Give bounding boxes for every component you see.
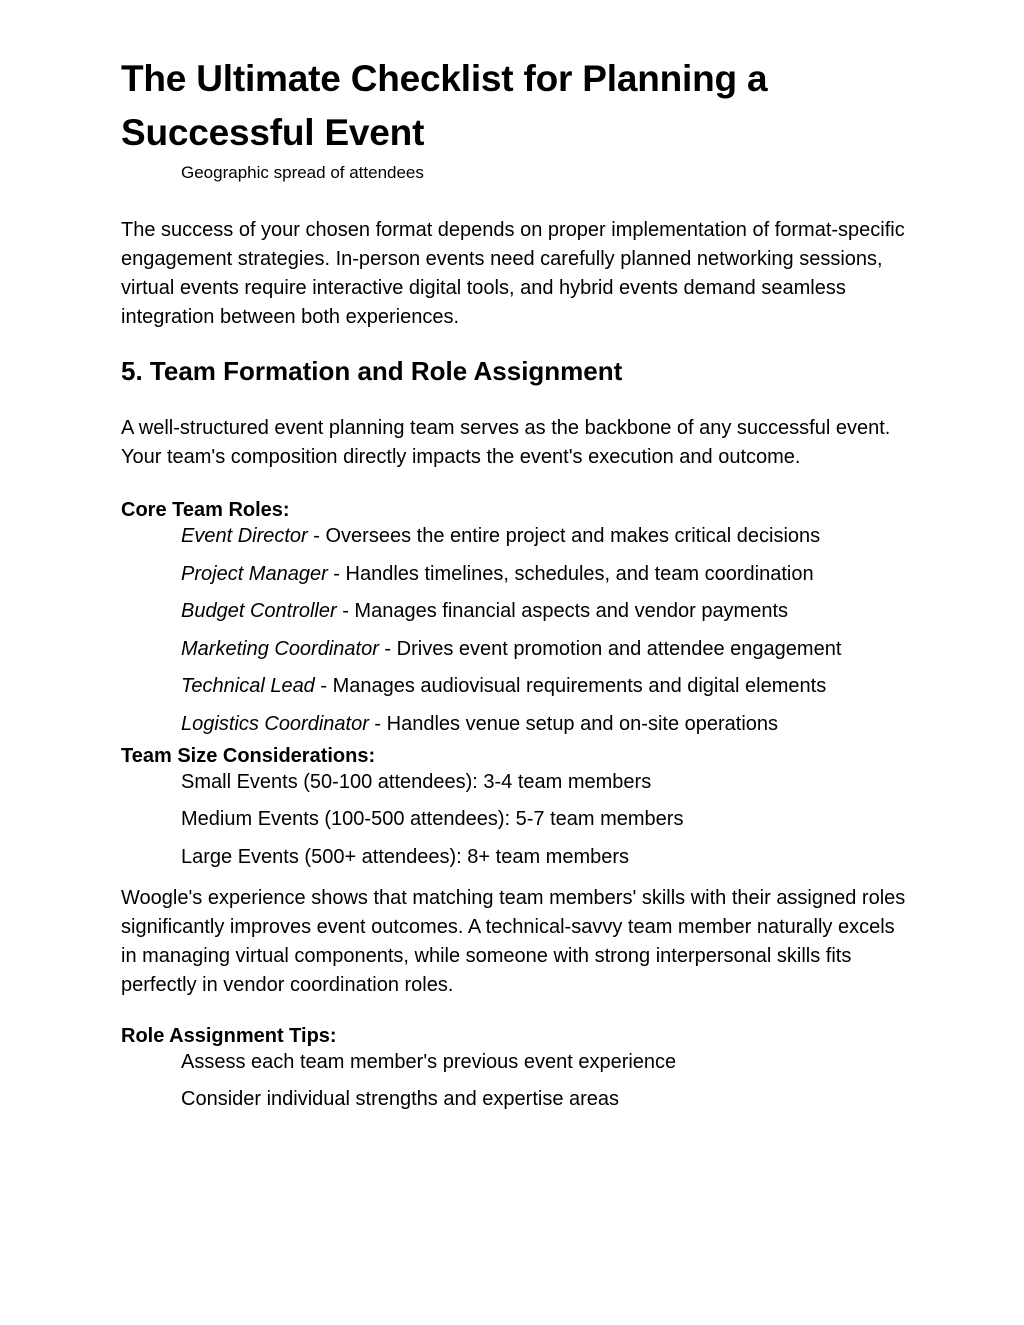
- document-subtitle: Geographic spread of attendees: [181, 163, 424, 182]
- role-name: Marketing Coordinator: [181, 637, 379, 660]
- role-tips-list: [121, 1049, 911, 1113]
- role-description: - Drives event promotion and attendee engagement: [378, 637, 842, 660]
- role-name: Event Director: [181, 525, 308, 547]
- list-item: [181, 711, 911, 737]
- list-item: Medium Events (100-500 attendees): 5-7 team members: [181, 808, 684, 831]
- section-heading: 5. Team Formation and Role Assignment: [121, 356, 623, 386]
- team-size-list: [121, 769, 911, 870]
- role-description: - Handles timelines, schedules, and team coordination: [327, 562, 814, 585]
- list-item: Small Events (50-100 attendees): 3-4 team members: [181, 770, 652, 793]
- list-item: [181, 673, 911, 699]
- role-name: Logistics Coordinator: [181, 712, 369, 735]
- role-description: - Manages financial aspects and vendor payments: [336, 600, 789, 623]
- list-item: [181, 561, 911, 587]
- role-name: Technical Lead: [181, 675, 315, 698]
- role-description: - Handles venue setup and on-site operations: [368, 712, 779, 735]
- role-description: - Oversees the entire project and makes critical decisions: [307, 525, 821, 547]
- experience-paragraph: Woogle's experience shows that matching team members' skills with their assigned roles significantly improves event outcomes. A technical-savvy team member naturally excels in managing virtual components, while someone with strong interpersonal skills fits perfectly in vendor coordination roles.: [121, 886, 906, 996]
- document-page: [121, 52, 911, 1124]
- document-title: The Ultimate Checklist for Planning a Successful Event: [121, 58, 768, 153]
- list-item: Consider individual strengths and expertise areas: [181, 1088, 620, 1111]
- list-item: [181, 523, 911, 549]
- core-roles-list: [121, 523, 911, 737]
- role-name: Budget Controller: [181, 600, 337, 623]
- team-paragraph: A well-structured event planning team serves as the backbone of any successful event. Your team's composition directly impacts the event's execution and outcome.: [121, 417, 891, 468]
- team-size-label: Team Size Considerations:: [121, 744, 376, 767]
- list-item: Large Events (500+ attendees): 8+ team members: [181, 845, 630, 868]
- core-roles-label: Core Team Roles:: [121, 499, 290, 521]
- role-description: - Manages audiovisual requirements and digital elements: [314, 675, 827, 698]
- intro-paragraph: The success of your chosen format depends on proper implementation of format-specific engagement strategies. In-person events need carefully planned networking sessions, virtual events require interactive digital tools, and hybrid events demand seamless integration between both experiences.: [121, 219, 905, 328]
- list-item: Assess each team member's previous event experience: [181, 1050, 677, 1073]
- list-item: [181, 598, 911, 624]
- list-item: [181, 636, 911, 662]
- role-name: Project Manager: [181, 562, 328, 585]
- role-tips-label: Role Assignment Tips:: [121, 1024, 337, 1047]
